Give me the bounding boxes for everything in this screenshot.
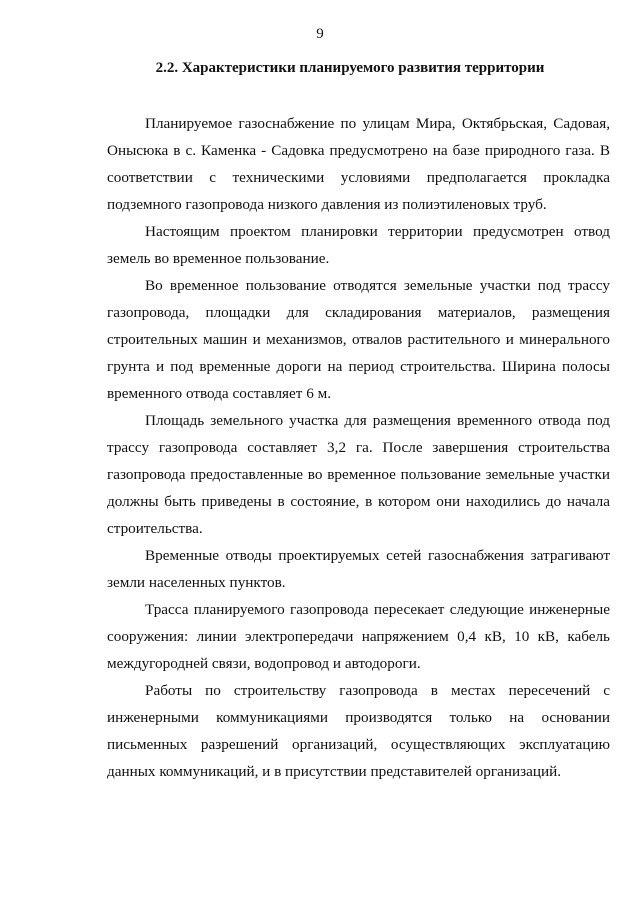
paragraph-crossings: Трасса планируемого газопровода пересекает следующие инженерные сооружения: линии электропередачи напряжением 0,4 кВ, 10 кВ, кабель междугородней связи, водопровод и автодороги. — [107, 601, 610, 672]
paragraph-work-permits: Работы по строительству газопровода в местах пересечений с инженерными коммуникациями производятся только на основании письменных разрешений организаций, осуществляющих эксплуатацию данных коммуникаций, и в присутствии представителей организаций. — [107, 682, 610, 780]
paragraph-plot-area: Площадь земельного участка для размещения временного отвода под трассу газопровода составляет 3,2 га. После завершения строительства газопровода предоставленные во временное пользование земельные участки должны быть приведены в состояние, в котором они находились до начала строительства. — [107, 412, 610, 537]
section-heading: 2.2. Характеристики планируемого развития территории — [155, 60, 545, 76]
paragraph-temporary-use: Во временное пользование отводятся земельные участки под трассу газопровода, площадки для складирования материалов, размещения строительных машин и механизмов, отвалов растительного и минерального грунта и под временные дороги на период строительства. Ширина полосы временного отвода составляет 6 м. — [107, 277, 610, 402]
paragraph-gas-supply: Планируемое газоснабжение по улицам Мира, Октябрьская, Садовая, Онысюка в с. Каменка - Садовка предусмотрено на базе природного газа. В соответствии с техническими условиями предполагается прокладка подземного газопровода низкого давления из полиэтиленовых труб. — [107, 115, 610, 213]
document-body — [107, 110, 610, 785]
page-number: 9 — [316, 26, 324, 42]
paragraph-land-allocation: Настоящим проектом планировки территории предусмотрен отвод земель во временное пользование. — [107, 223, 610, 267]
paragraph-affected-lands: Временные отводы проектируемых сетей газоснабжения затрагивают земли населенных пунктов. — [107, 547, 610, 591]
